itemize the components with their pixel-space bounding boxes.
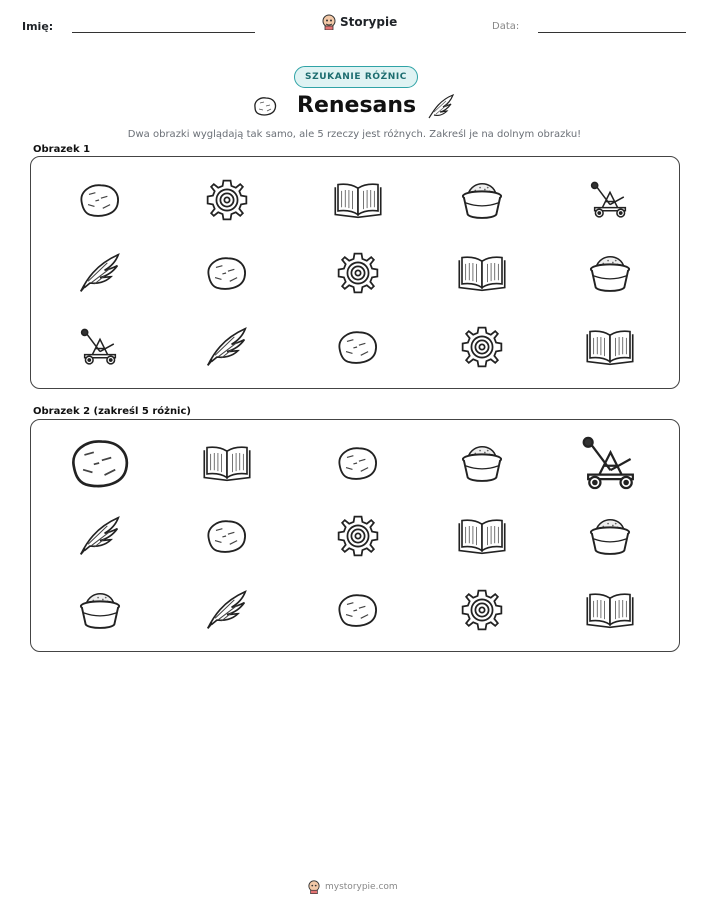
rock-icon[interactable] bbox=[204, 514, 250, 558]
book-icon bbox=[332, 180, 384, 220]
bowl-icon[interactable] bbox=[77, 588, 123, 632]
rock-icon bbox=[252, 94, 278, 118]
book-icon[interactable] bbox=[201, 443, 253, 483]
gear-icon bbox=[204, 178, 250, 222]
picture-2-label: Obrazek 2 (zakreśl 5 różnic) bbox=[33, 406, 191, 417]
rock-icon bbox=[77, 178, 123, 222]
wing-icon bbox=[204, 325, 250, 369]
wing-icon[interactable] bbox=[77, 514, 123, 558]
bowl-icon[interactable] bbox=[587, 514, 633, 558]
storypie-mascot-icon bbox=[322, 14, 336, 30]
activity-badge: SZUKANIE RÓŻNIC bbox=[294, 66, 418, 88]
page-title: Renesans bbox=[297, 93, 417, 118]
wing-icon bbox=[426, 92, 456, 120]
rock-icon bbox=[335, 325, 381, 369]
rock-icon[interactable] bbox=[335, 588, 381, 632]
brand-logo bbox=[322, 14, 397, 30]
footer bbox=[308, 880, 398, 894]
rock-icon bbox=[204, 251, 250, 295]
date-line[interactable] bbox=[538, 32, 686, 33]
book-icon[interactable] bbox=[584, 590, 636, 630]
storypie-mascot-icon bbox=[308, 880, 320, 894]
catapult-icon bbox=[587, 179, 633, 221]
instructions: Dwa obrazki wyglądają tak samo, ale 5 rzeczy jest różnych. Zakreśl je na dolnym obrazku! bbox=[127, 129, 582, 140]
gear-icon[interactable] bbox=[459, 588, 505, 632]
book-icon bbox=[456, 253, 508, 293]
wing-icon[interactable] bbox=[204, 588, 250, 632]
gear-icon[interactable] bbox=[335, 514, 381, 558]
catapult-icon[interactable] bbox=[577, 433, 644, 494]
date-label: Data: bbox=[492, 21, 520, 32]
footer-url[interactable]: mystorypie.com bbox=[325, 882, 398, 892]
name-line[interactable] bbox=[72, 32, 255, 33]
catapult-icon bbox=[77, 326, 123, 368]
bowl-icon bbox=[587, 251, 633, 295]
name-label: Imię: bbox=[22, 20, 54, 33]
rock-icon[interactable] bbox=[67, 431, 134, 495]
bowl-icon bbox=[459, 178, 505, 222]
brand-name: Storypie bbox=[340, 15, 398, 29]
gear-icon bbox=[335, 251, 381, 295]
book-icon[interactable] bbox=[456, 516, 508, 556]
rock-icon[interactable] bbox=[335, 441, 381, 485]
bowl-icon[interactable] bbox=[459, 441, 505, 485]
book-icon bbox=[584, 327, 636, 367]
wing-icon bbox=[77, 251, 123, 295]
picture-1-label: Obrazek 1 bbox=[33, 144, 91, 155]
gear-icon bbox=[459, 325, 505, 369]
